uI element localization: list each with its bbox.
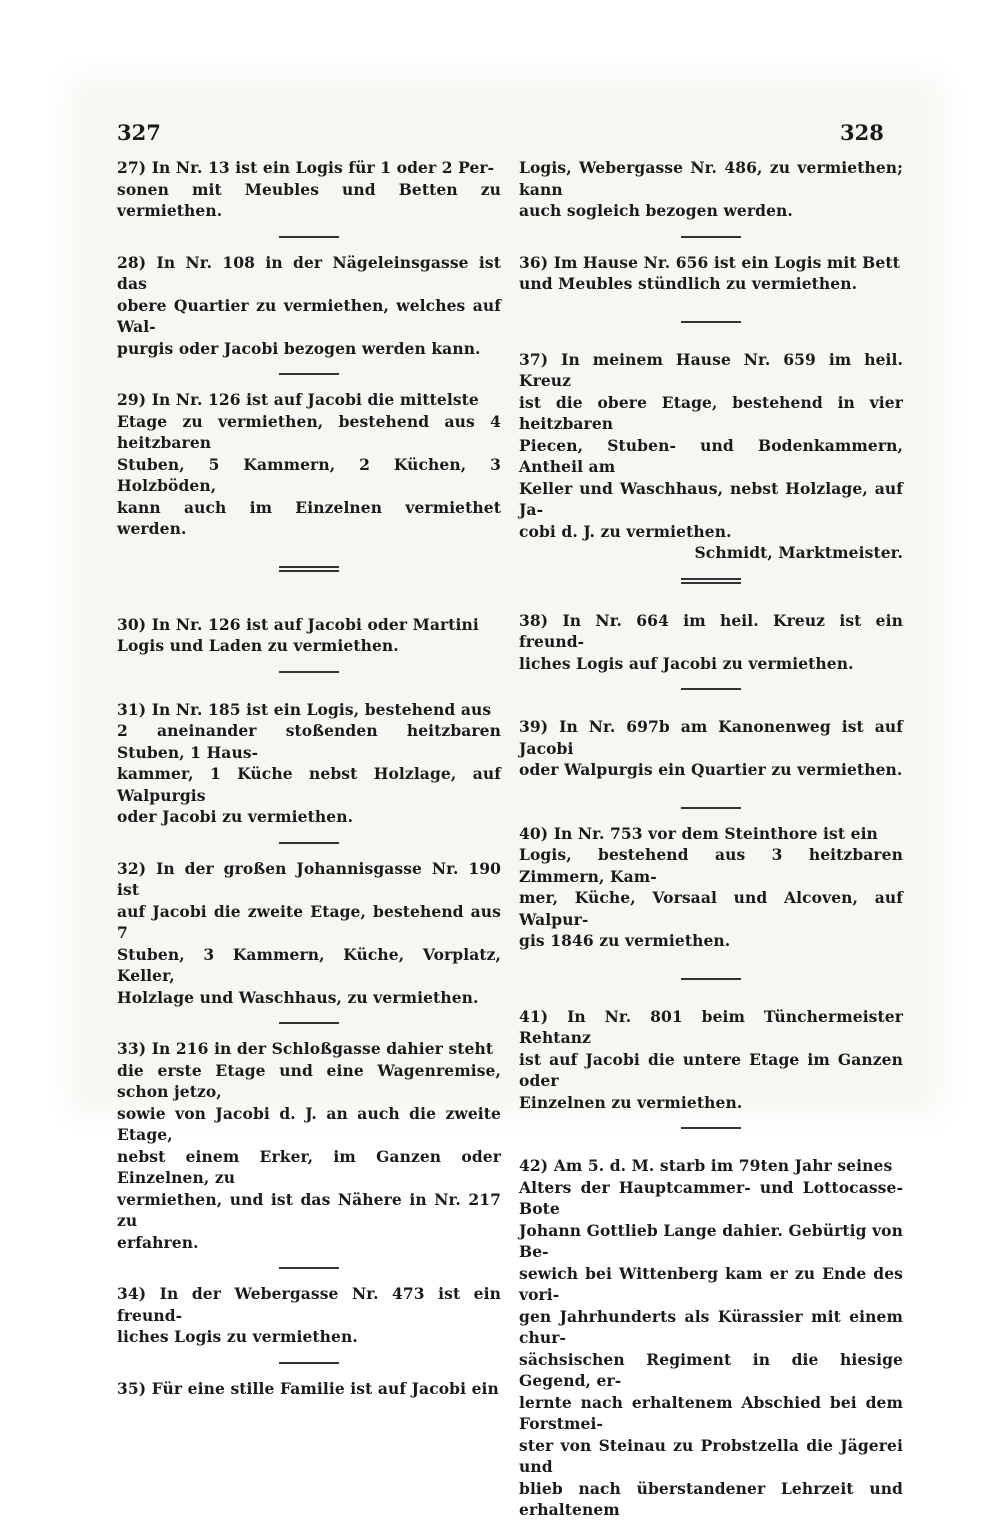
notice-line: Holzlage und Waschhaus, zu vermiethen.: [117, 987, 479, 1007]
notice-line: oder Walpurgis ein Quartier zu vermiethen.: [519, 760, 903, 779]
notice-line: und Meubles stündlich zu vermiethen.: [519, 274, 858, 293]
notice-line: gis 1846 zu vermiethen.: [519, 931, 731, 950]
left-column: [117, 157, 501, 1399]
right-column: [519, 157, 903, 1521]
notice-line: ster von Steinau zu Probstzella die Jägerei und: [519, 1435, 903, 1476]
notice-line: kammer, 1 Küche nebst Holzlage, auf Walpurgis: [117, 764, 501, 805]
notice-line: Keller und Waschhaus, nebst Holzlage, auf Ja-: [519, 478, 903, 519]
notice-31: [117, 699, 501, 828]
page-number-right: 328: [840, 120, 884, 145]
notice-line: gen Jahrhunderts als Kürassier mit einem chur-: [519, 1306, 903, 1347]
notice-36: [519, 252, 903, 295]
notice-line: 27) In Nr. 13 ist ein Logis für 1 oder 2 Per-: [117, 158, 495, 177]
notice-line: 30) In Nr. 126 ist auf Jacobi oder Martini: [117, 614, 479, 634]
notice-line: 36) Im Hause Nr. 656 ist ein Logis mit Bett: [519, 252, 900, 272]
notice-42: [519, 1155, 903, 1521]
notice-line: 31) In Nr. 185 ist ein Logis, bestehend aus: [117, 699, 492, 719]
notice-line: sowie von Jacobi d. J. an auch die zweite Etage,: [117, 1103, 501, 1144]
notice-line: oder Jacobi zu vermiethen.: [117, 807, 354, 826]
notice-line: Piecen, Stuben- und Bodenkammern, Antheil am: [519, 435, 903, 476]
notice-35: [117, 1378, 501, 1400]
notice-29: [117, 389, 501, 540]
notice-line: mer, Küche, Vorsaal und Alcoven, auf Walpur-: [519, 888, 903, 929]
notice-35-continued: [519, 157, 903, 222]
notice-line: vermiethen, und ist das Nähere in Nr. 217 zu: [117, 1189, 501, 1230]
notice-line: die erste Etage und eine Wagenremise, schon jetzo,: [117, 1060, 501, 1101]
notice-line: 34) In der Webergasse Nr. 473 ist ein freund-: [117, 1284, 501, 1325]
notice-line: Stuben, 3 Kammern, Küche, Vorplatz, Keller,: [117, 944, 501, 985]
notice-27: [117, 157, 501, 222]
notice-34: [117, 1283, 501, 1348]
notice-line: Stuben, 5 Kammern, 2 Küchen, 3 Holzböden,: [117, 454, 501, 495]
notice-line: ist auf Jacobi die untere Etage im Ganzen oder: [519, 1049, 903, 1090]
notice-line: 40) In Nr. 753 vor dem Steinthore ist ein: [519, 823, 878, 843]
notice-line: liches Logis auf Jacobi zu vermiethen.: [519, 653, 854, 673]
notice-line: Logis und Laden zu vermiethen.: [117, 636, 399, 655]
notice-line: 2 aneinander stoßenden heitzbaren Stuben, 1 Haus-: [117, 721, 501, 762]
notice-line: Johann Gottlieb Lange dahier. Gebürtig von Be-: [519, 1220, 903, 1261]
notice-line: 41) In Nr. 801 beim Tünchermeister Rehtanz: [519, 1006, 903, 1047]
notice-line: blieb nach überstandener Lehrzeit und erhaltenem: [519, 1478, 903, 1519]
notice-37: [519, 349, 903, 564]
notice-39: [519, 716, 903, 781]
notice-line: erfahren.: [117, 1232, 199, 1252]
notice-line: Logis, bestehend aus 3 heitzbaren Zimmern, Kam-: [519, 845, 903, 886]
notice-line: auch sogleich bezogen werden.: [519, 201, 793, 220]
page-number-left: 327: [117, 120, 161, 145]
notice-line: nebst einem Erker, im Ganzen oder Einzelnen, zu: [117, 1146, 501, 1187]
notice-38: [519, 610, 903, 675]
notice-line: lernte nach erhaltenem Abschied bei dem Forstmei-: [519, 1392, 903, 1433]
notice-line: Alters der Hauptcammer- und Lottocasse-Bote: [519, 1177, 903, 1218]
notice-line: 35) Für eine stille Familie ist auf Jacobi ein: [117, 1378, 499, 1398]
notice-line: liches Logis zu vermiethen.: [117, 1327, 358, 1346]
notice-line: Etage zu vermiethen, bestehend aus 4 heitzbaren: [117, 411, 501, 452]
notice-41: [519, 1006, 903, 1114]
notice-32: [117, 858, 501, 1009]
notice-line: 32) In der großen Johannisgasse Nr. 190 ist: [117, 858, 501, 899]
notice-line: Einzelnen zu vermiethen.: [519, 1092, 743, 1112]
notice-line: cobi d. J. zu vermiethen.: [519, 521, 732, 541]
notice-line: 33) In 216 in der Schloßgasse dahier steht: [117, 1039, 494, 1058]
notice-line: kann auch im Einzelnen vermiethet werden.: [117, 497, 501, 538]
notice-line: 38) In Nr. 664 im heil. Kreuz ist ein freund-: [519, 610, 903, 651]
notice-40: [519, 823, 903, 952]
notice-line: obere Quartier zu vermiethen, welches auf Wal-: [117, 295, 501, 336]
notice-line: sächsischen Regiment in die hiesige Gegend, er-: [519, 1349, 903, 1390]
notice-30: [117, 614, 501, 657]
notice-line: 29) In Nr. 126 ist auf Jacobi die mittelste: [117, 390, 479, 409]
notice-line: 42) Am 5. d. M. starb im 79ten Jahr seines: [519, 1156, 893, 1175]
notice-28: [117, 252, 501, 360]
notice-line: auf Jacobi die zweite Etage, bestehend aus 7: [117, 901, 501, 942]
notice-line: ist die obere Etage, bestehend in vier heitzbaren: [519, 392, 903, 433]
notice-line: sonen mit Meubles und Betten zu vermiethen.: [117, 179, 501, 220]
notice-line: Logis, Webergasse Nr. 486, zu vermiethen; kann: [519, 158, 903, 199]
notice-line: 37) In meinem Hause Nr. 659 im heil. Kreuz: [519, 349, 903, 390]
notice-33: [117, 1038, 501, 1253]
notice-line: 28) In Nr. 108 in der Nägeleinsgasse ist das: [117, 252, 501, 293]
notice-signature: Schmidt, Marktmeister.: [694, 543, 903, 562]
notice-line: sewich bei Wittenberg kam er zu Ende des vori-: [519, 1263, 903, 1304]
notice-line: purgis oder Jacobi bezogen werden kann.: [117, 338, 481, 358]
notice-line: 39) In Nr. 697b am Kanonenweg ist auf Jacobi: [519, 717, 903, 758]
